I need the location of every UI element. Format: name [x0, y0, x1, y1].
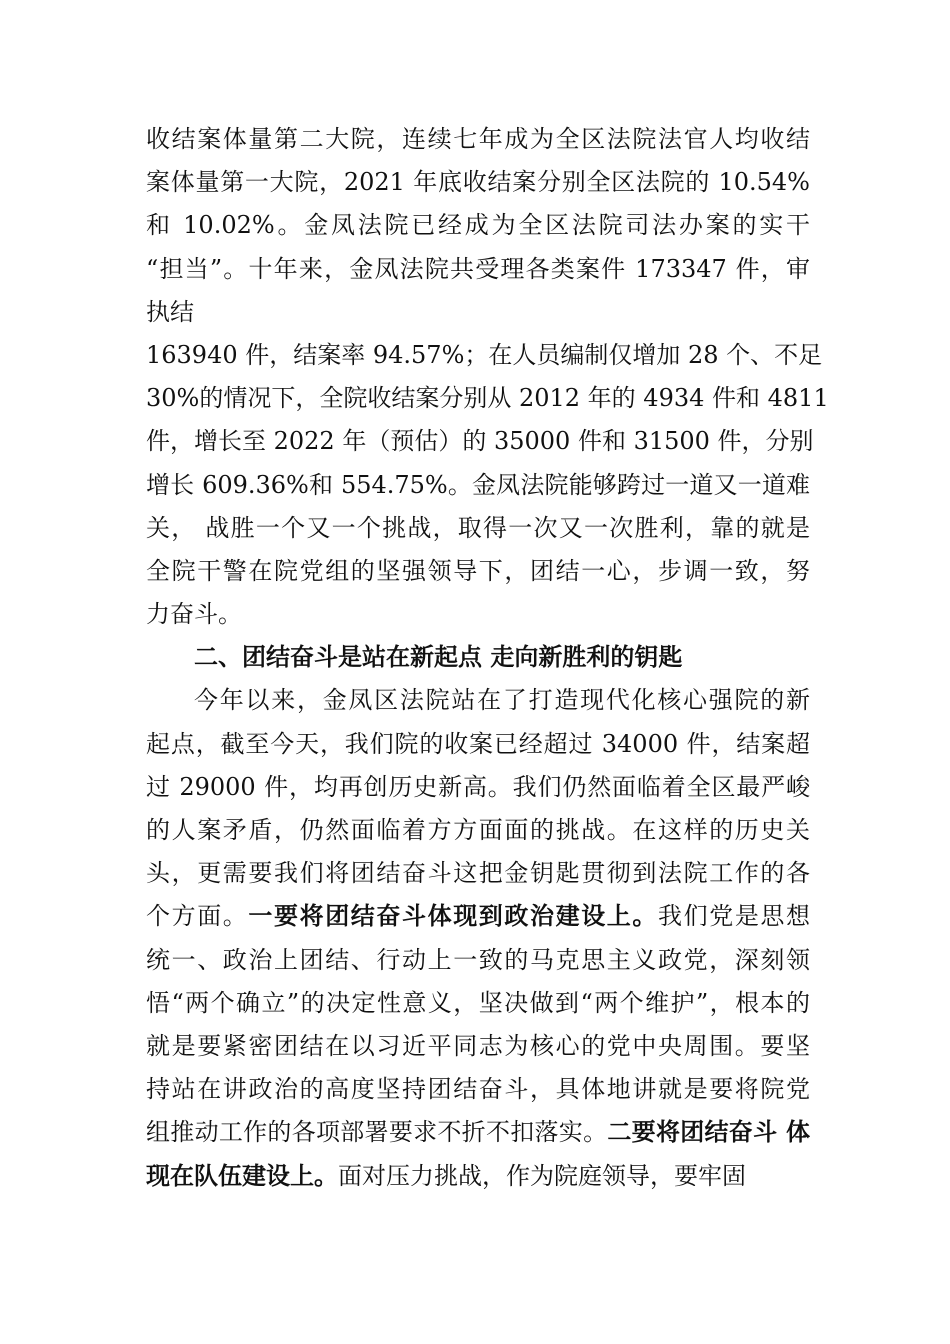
paragraph-line: 163940 件，结案率 94.57%；在人员编制仅增加 28 个、不足	[146, 340, 823, 369]
paragraph-line: 的人案矛盾，仍然面临着方方面面的挑战。在这样的历史关	[146, 816, 810, 844]
text-run: 面对压力挑战，作为院庭领导，要牢固	[338, 1161, 746, 1190]
bold-text-run: 现在队伍建设上。	[146, 1161, 338, 1190]
paragraph-line: 和 10.02%。金凤法院已经成为全区法院司法办案的实干	[146, 211, 810, 240]
paragraph-line: 力奋斗。	[146, 600, 242, 629]
bold-text-run: 二要将团结奋斗 体	[607, 1118, 811, 1147]
paragraph-line: 统一、政治上团结、行动上一致的马克思主义政党，深刻领	[146, 945, 810, 974]
paragraph-line: 收结案体量第二大院，连续七年成为全区法院法官人均收结	[146, 125, 810, 153]
section-heading: 二、团结奋斗是站在新起点 走向新胜利的钥匙	[194, 643, 683, 672]
paragraph-line: 过 29000 件，均再创历史新高。我们仍然面临着全区最严峻	[146, 772, 810, 801]
paragraph-line: 件，增长至 2022 年（预估）的 35000 件和 31500 件，分别	[146, 427, 814, 456]
paragraph-line: 30%的情况下，全院收结案分别从 2012 年的 4934 件和 4811	[146, 384, 829, 413]
text-run: 我们党是思想	[658, 902, 811, 931]
paragraph-line: 全院干警在院党组的坚强领导下，团结一心，步调一致，努	[146, 556, 810, 585]
paragraph-line: “担当”。十年来，金凤法院共受理各类案件 173347 件，审	[146, 254, 810, 283]
document-body	[146, 118, 829, 1198]
paragraph-line: 关， 战胜一个又一个挑战，取得一次又一次胜利，靠的就是	[146, 513, 810, 542]
paragraph-line: 头，更需要我们将团结奋斗这把金钥匙贯彻到法院工作的各	[146, 859, 810, 888]
paragraph-line-mixed	[146, 1111, 810, 1154]
paragraph-line-mixed	[146, 895, 810, 938]
paragraph-line: 就是要紧密团结在以习近平同志为核心的党中央周围。要坚	[146, 1031, 810, 1060]
paragraph-line: 案体量第一大院，2021 年底收结案分别全区法院的 10.54%	[146, 168, 810, 197]
paragraph-line: 起点，截至今天，我们院的收案已经超过 34000 件，结案超	[146, 729, 810, 758]
text-run: 个方面。	[146, 902, 249, 931]
paragraph-line: 执结	[146, 297, 194, 326]
paragraph-line: 持站在讲政治的高度坚持团结奋斗，具体地讲就是要将院党	[146, 1075, 810, 1104]
paragraph-line: 增长 609.36%和 554.75%。金凤法院能够跨过一道又一道难	[146, 470, 810, 499]
text-run: 组推动工作的各项部署要求不折不扣落实。	[146, 1118, 608, 1147]
bold-text-run: 一要将团结奋斗体现到政治建设上。	[248, 902, 659, 931]
paragraph-line-mixed	[146, 1155, 810, 1198]
paragraph-line: 悟“两个确立”的决定性意义，坚决做到“两个维护”，根本的	[146, 988, 810, 1017]
paragraph-line: 今年以来，金凤区法院站在了打造现代化核心强院的新	[194, 686, 810, 715]
